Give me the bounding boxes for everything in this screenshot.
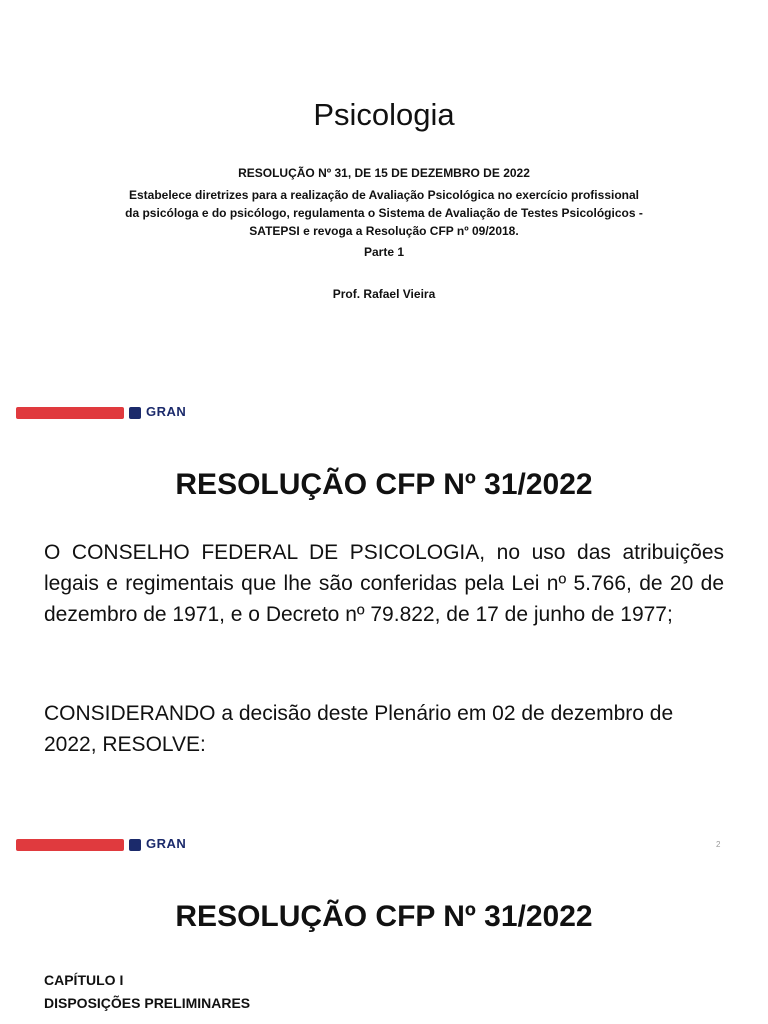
author-name: Prof. Rafael Vieira: [332, 287, 436, 301]
gran-logo-text: GRAN: [146, 836, 187, 851]
description-line: Estabelece diretrizes para a realização de Avaliação Psicológica no exercício profissional: [128, 188, 639, 202]
chapter-title: DISPOSIÇÕES PRELIMINARES: [44, 995, 251, 1011]
description-line: da psicóloga e do psicólogo, regulamenta o Sistema de Avaliação de Testes Psicológicos -: [125, 206, 643, 220]
content-slide: [0, 862, 768, 1024]
resolution-line: RESOLUÇÃO Nº 31, DE 15 DE DEZEMBRO DE 2022: [238, 166, 530, 180]
gran-logo-icon: [129, 407, 141, 419]
brand-bar: [16, 407, 124, 419]
title-slide: [0, 0, 768, 430]
body-paragraph: O CONSELHO FEDERAL DE PSICOLOGIA, no uso das atribuições legais e regimentais que lhe são conferidas pela Lei nº 5.766, de 20 de dezembro de 1971, e o Decreto nº 79.822, de 17 de junho de 1977;: [44, 541, 724, 626]
body-paragraph: CONSIDERANDO a decisão deste Plenário em 02 de dezembro de 2022, RESOLVE:: [44, 702, 674, 756]
gran-logo-text: GRAN: [146, 404, 187, 419]
page-number: 2: [716, 840, 721, 849]
content-slide: [0, 430, 768, 862]
slide-title: Psicologia: [313, 97, 455, 132]
description-line: SATEPSI e revoga a Resolução CFP nº 09/2018.: [249, 224, 519, 238]
resolution-description: [0, 186, 768, 240]
chapter-number: CAPÍTULO I: [44, 972, 124, 988]
slide-footer: [0, 834, 768, 856]
gran-logo-icon: [129, 839, 141, 851]
part-label: Parte 1: [363, 245, 405, 259]
brand-bar: [16, 839, 124, 851]
slide-heading: RESOLUÇÃO CFP Nº 31/2022: [175, 900, 593, 933]
slide-heading: RESOLUÇÃO CFP Nº 31/2022: [175, 468, 593, 501]
slide-footer: [0, 402, 768, 424]
